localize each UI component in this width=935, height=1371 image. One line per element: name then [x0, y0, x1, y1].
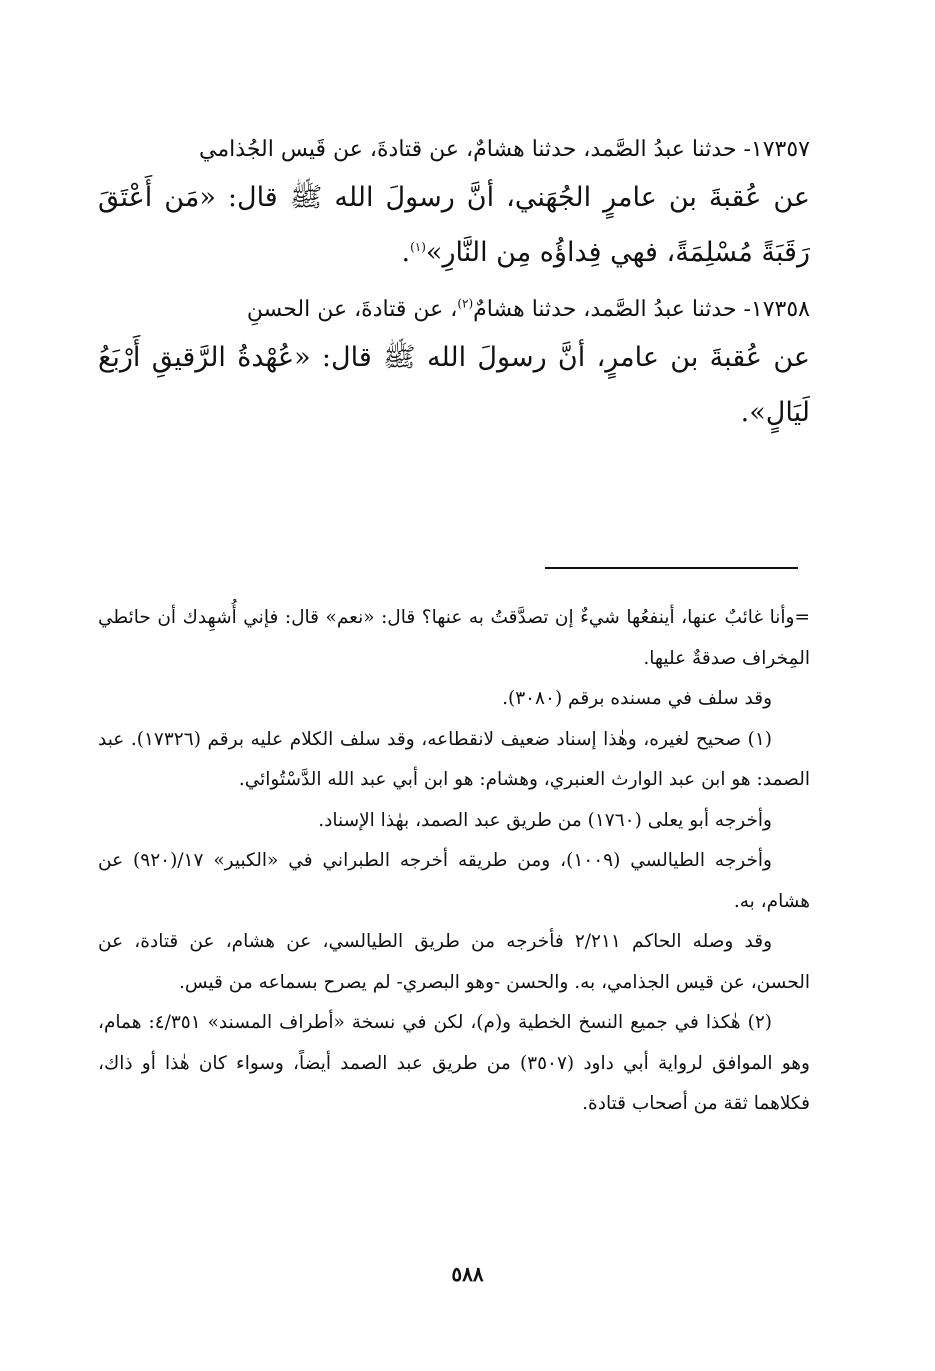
- footnote-divider: [545, 567, 798, 569]
- page-number: ٥٨٨: [451, 1262, 484, 1286]
- hadith-17358-isnad-a: ١٧٣٥٨- حدثنا عبدُ الصَّمد، حدثنا هشامٌ: [473, 297, 810, 322]
- footnotes: [98, 598, 810, 1125]
- footnote-paragraph: وقد سلف في مسنده برقم (٣٠٨٠).: [502, 688, 772, 709]
- footnote-ref-1[interactable]: (١): [410, 240, 426, 254]
- hadith-17358-isnad-b: ، عن قتادةَ، عن الحسنِ: [246, 297, 458, 322]
- footnote-paragraph: وأخرجه الطيالسي (١٠٠٩)، ومن طريقه أخرجه الطبراني في «الكبير» ١٧/(٩٢٠) عن هشام، به.: [98, 850, 810, 912]
- footnote-1: (١) صحيح لغيره، وهٰذا إسناد ضعيف لانقطاعه، وقد سلف الكلام عليه برقم (١٧٣٢٦). عبد الصمد: هو ابن عبد الوارث العنبري، وهشام: هو ابن أبي عبد الله الدَّسْتُوائي.: [98, 728, 810, 790]
- hadith-17358-matn: عن عُقبةَ بن عامرٍ، أنَّ رسولَ الله ﷺ قال: «عُهْدةُ الرَّقيقِ أَرْبَعُ لَيَالٍ».: [98, 342, 810, 428]
- footnote-2: (٢) هٰكذا في جميع النسخ الخطية و(م)، لكن في نسخة «أطراف المسند» ٤/٣٥١: همام، وهو الموافق لرواية أبي داود (٣٥٠٧) من طريق عبد الصمد أيضاً، وسواء كان هٰذا أو ذاك، فكلاهما ثقة من أصحاب قتادة.: [98, 1012, 810, 1114]
- footnote-paragraph: وقد وصله الحاكم ٢/٢١١ فأخرجه من طريق الطيالسي، عن هشام، عن قتادة، عن الحسن، عن قيس الجذامي، به. والحسن -وهو البصري- لم يصرح بسماعه من قيس.: [98, 931, 810, 993]
- hadith-17357-matn: [98, 170, 810, 280]
- hadith-17357-end: .: [401, 237, 411, 268]
- footnote-ref-2[interactable]: (٢): [457, 296, 474, 311]
- footnote-continuation: =وأنا غائبٌ عنها، أينفعُها شيءٌ إن تصدَّقتُ به عنها؟ قال: «نعم» قال: فإني أُشهِدك أن حائطي المِخراف صدقةٌ عليها.: [98, 607, 810, 669]
- hadith-17358-isnad: [98, 290, 810, 330]
- hadith-17357-matn-text: عن عُقبةَ بن عامرٍ الجُهَني، أنَّ رسولَ الله ﷺ قال: «مَن أَعْتَقَ رَقَبَةً مُسْلِمَةً، فهي فِداؤُه مِن النَّارِ»: [98, 182, 810, 268]
- footnote-paragraph: وأخرجه أبو يعلى (١٧٦٠) من طريق عبد الصمد، بهٰذا الإسناد.: [318, 809, 772, 831]
- hadith-17357-isnad: ١٧٣٥٧- حدثنا عبدُ الصَّمد، حدثنا هشامٌ، عن قتادةَ، عن قَيس الجُذامي: [199, 137, 810, 162]
